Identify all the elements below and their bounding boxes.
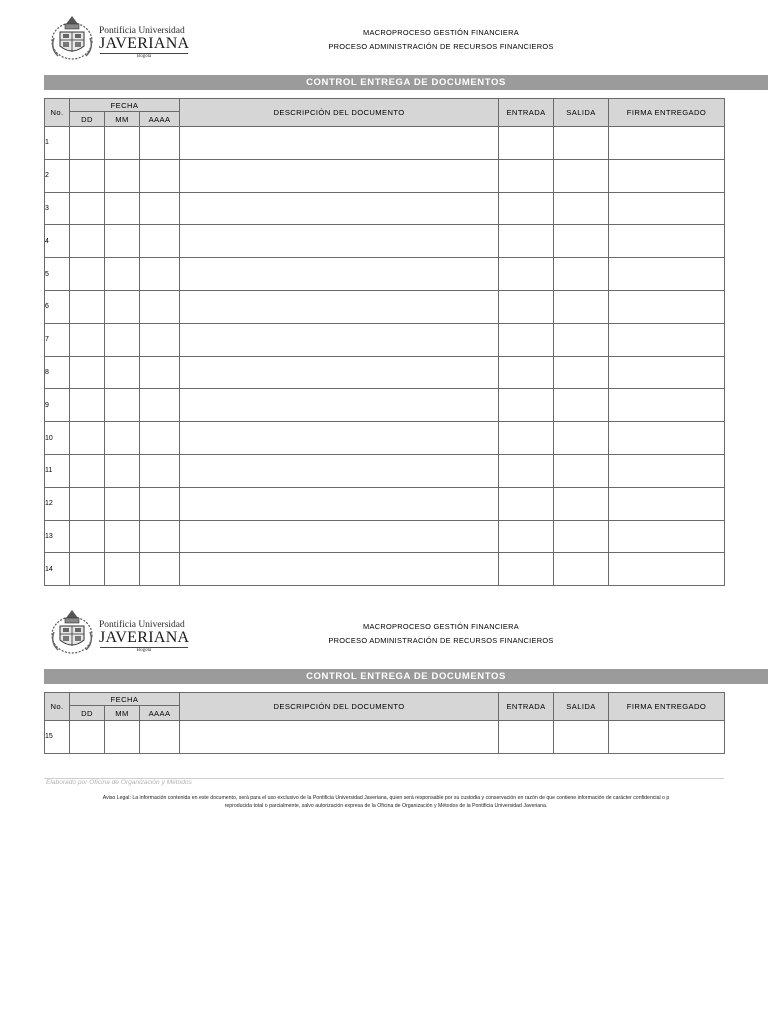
cell-firma[interactable]	[609, 258, 725, 291]
university-logo	[46, 606, 192, 658]
cell-entrada[interactable]	[499, 389, 554, 422]
cell-mm[interactable]	[105, 192, 140, 225]
cell-dd[interactable]	[70, 323, 105, 356]
cell-aaaa[interactable]	[140, 225, 180, 258]
cell-dd[interactable]	[70, 356, 105, 389]
cell-firma[interactable]	[609, 389, 725, 422]
row-number: 7	[45, 323, 70, 356]
cell-aaaa[interactable]	[140, 159, 180, 192]
cell-salida[interactable]	[554, 192, 609, 225]
table-row	[45, 454, 725, 487]
proceso-title: PROCESO ADMINISTRACIÓN DE RECURSOS FINANCIEROS	[328, 636, 554, 645]
cell-firma[interactable]	[609, 553, 725, 586]
cell-salida[interactable]	[554, 553, 609, 586]
cell-descripcion[interactable]	[180, 553, 499, 586]
cell-salida[interactable]	[554, 323, 609, 356]
table-row	[45, 290, 725, 323]
table-row	[45, 389, 725, 422]
row-number: 3	[45, 192, 70, 225]
cell-aaaa[interactable]	[140, 192, 180, 225]
cell-entrada[interactable]	[499, 454, 554, 487]
legal-notice-line-1: Aviso Legal: La información contenida en este documento, será para el uso exclusivo de la Pontificia Universidad Javeriana, quien será responsable por su custodia y conservación en razón de que contiene información de carácter confidencial o p	[102, 795, 670, 801]
table-row	[45, 520, 725, 553]
col-header-aaaa: AAAA	[140, 112, 180, 127]
cell-entrada[interactable]	[499, 159, 554, 192]
cell-salida[interactable]	[554, 487, 609, 520]
cell-entrada[interactable]	[499, 422, 554, 455]
cell-entrada[interactable]	[499, 323, 554, 356]
col-header-salida: SALIDA	[554, 693, 609, 721]
cell-dd[interactable]	[70, 290, 105, 323]
cell-aaaa[interactable]	[140, 454, 180, 487]
cell-aaaa[interactable]	[140, 520, 180, 553]
section-title: CONTROL ENTREGA DE DOCUMENTOS	[44, 669, 768, 684]
cell-salida[interactable]	[554, 225, 609, 258]
documents-table	[44, 98, 725, 586]
cell-entrada[interactable]	[499, 356, 554, 389]
documents-table	[44, 692, 725, 754]
row-number: 2	[45, 159, 70, 192]
table-body	[45, 127, 725, 586]
cell-firma[interactable]	[609, 487, 725, 520]
cell-firma[interactable]	[609, 454, 725, 487]
cell-mm[interactable]	[105, 290, 140, 323]
cell-salida[interactable]	[554, 258, 609, 291]
cell-mm[interactable]	[105, 258, 140, 291]
cell-dd[interactable]	[70, 389, 105, 422]
cell-salida[interactable]	[554, 454, 609, 487]
cell-descripcion[interactable]	[180, 356, 499, 389]
cell-salida[interactable]	[554, 290, 609, 323]
logo-line-1: Pontificia Universidad	[99, 26, 185, 36]
col-header-descripcion: DESCRIPCIÓN DEL DOCUMENTO	[180, 693, 499, 721]
cell-entrada[interactable]	[499, 290, 554, 323]
row-number: 11	[45, 454, 70, 487]
table-row	[45, 487, 725, 520]
cell-firma[interactable]	[609, 192, 725, 225]
cell-descripcion[interactable]	[180, 258, 499, 291]
table-row	[45, 356, 725, 389]
cell-firma[interactable]	[609, 356, 725, 389]
cell-entrada[interactable]	[499, 225, 554, 258]
row-number: 15	[45, 721, 70, 754]
col-header-no: No.	[45, 693, 70, 721]
row-number: 12	[45, 487, 70, 520]
legal-notice	[44, 794, 728, 810]
cell-aaaa[interactable]	[140, 422, 180, 455]
col-header-dd: DD	[70, 706, 105, 721]
table-body	[45, 721, 725, 754]
cell-dd[interactable]	[70, 127, 105, 160]
university-logo	[46, 12, 192, 64]
cell-aaaa[interactable]	[140, 290, 180, 323]
logo-line-1: Pontificia Universidad	[99, 620, 185, 630]
logo-line-3: Bogotá	[136, 54, 152, 59]
cell-dd[interactable]	[70, 422, 105, 455]
cell-firma[interactable]	[609, 323, 725, 356]
cell-salida[interactable]	[554, 721, 609, 754]
logo-line-2: JAVERIANA	[99, 35, 190, 52]
row-number: 1	[45, 127, 70, 160]
row-number: 13	[45, 520, 70, 553]
cell-dd[interactable]	[70, 520, 105, 553]
col-header-dd: DD	[70, 112, 105, 127]
cell-entrada[interactable]	[499, 520, 554, 553]
row-number: 9	[45, 389, 70, 422]
row-number: 14	[45, 553, 70, 586]
cell-dd[interactable]	[70, 258, 105, 291]
cell-firma[interactable]	[609, 127, 725, 160]
proceso-title: PROCESO ADMINISTRACIÓN DE RECURSOS FINANCIEROS	[328, 42, 554, 51]
cell-entrada[interactable]	[499, 721, 554, 754]
table-row	[45, 323, 725, 356]
cell-mm[interactable]	[105, 520, 140, 553]
cell-mm[interactable]	[105, 323, 140, 356]
macroproceso-title: MACROPROCESO GESTIÓN FINANCIERA	[363, 28, 519, 37]
col-header-firma: FIRMA ENTREGADO	[609, 99, 725, 127]
col-header-firma: FIRMA ENTREGADO	[609, 693, 725, 721]
col-header-aaaa: AAAA	[140, 706, 180, 721]
row-number: 6	[45, 290, 70, 323]
cell-mm[interactable]	[105, 454, 140, 487]
cell-descripcion[interactable]	[180, 323, 499, 356]
cell-aaaa[interactable]	[140, 487, 180, 520]
cell-descripcion[interactable]	[180, 290, 499, 323]
cell-salida[interactable]	[554, 127, 609, 160]
cell-descripcion[interactable]	[180, 389, 499, 422]
cell-salida[interactable]	[554, 356, 609, 389]
cell-entrada[interactable]	[499, 487, 554, 520]
col-header-mm: MM	[105, 112, 140, 127]
table-row	[45, 258, 725, 291]
macroproceso-title: MACROPROCESO GESTIÓN FINANCIERA	[363, 622, 519, 631]
cell-descripcion[interactable]	[180, 454, 499, 487]
col-header-fecha: FECHA	[70, 99, 180, 112]
table-row	[45, 127, 725, 160]
col-header-entrada: ENTRADA	[499, 99, 554, 127]
logo-line-3: Bogotá	[136, 648, 152, 653]
cell-mm[interactable]	[105, 422, 140, 455]
cell-descripcion[interactable]	[180, 721, 499, 754]
cell-dd[interactable]	[70, 487, 105, 520]
cell-descripcion[interactable]	[180, 127, 499, 160]
cell-entrada[interactable]	[499, 553, 554, 586]
col-header-descripcion: DESCRIPCIÓN DEL DOCUMENTO	[180, 99, 499, 127]
col-header-no: No.	[45, 99, 70, 127]
table-row	[45, 159, 725, 192]
cell-dd[interactable]	[70, 159, 105, 192]
cell-salida[interactable]	[554, 520, 609, 553]
elaborado-note: Elaborado por Oficina de Organización y Métodos	[46, 779, 192, 786]
cell-aaaa[interactable]	[140, 323, 180, 356]
cell-firma[interactable]	[609, 422, 725, 455]
cell-salida[interactable]	[554, 422, 609, 455]
table-row	[45, 225, 725, 258]
cell-mm[interactable]	[105, 159, 140, 192]
cell-descripcion[interactable]	[180, 520, 499, 553]
cell-firma[interactable]	[609, 225, 725, 258]
col-header-salida: SALIDA	[554, 99, 609, 127]
cell-dd[interactable]	[70, 454, 105, 487]
cell-descripcion[interactable]	[180, 192, 499, 225]
legal-notice-line-2: reproducida total o parcialmente, salvo autorización expresa de la Oficina de Organización y Métodos de la Pontificia Universidad Javeriana.	[224, 803, 548, 809]
cell-entrada[interactable]	[499, 258, 554, 291]
cell-aaaa[interactable]	[140, 356, 180, 389]
row-number: 5	[45, 258, 70, 291]
table-row	[45, 721, 725, 754]
cell-dd[interactable]	[70, 192, 105, 225]
row-number: 8	[45, 356, 70, 389]
cell-descripcion[interactable]	[180, 159, 499, 192]
cell-descripcion[interactable]	[180, 225, 499, 258]
col-header-entrada: ENTRADA	[499, 693, 554, 721]
col-header-mm: MM	[105, 706, 140, 721]
cell-salida[interactable]	[554, 159, 609, 192]
cell-mm[interactable]	[105, 389, 140, 422]
cell-aaaa[interactable]	[140, 258, 180, 291]
table-row	[45, 422, 725, 455]
cell-aaaa[interactable]	[140, 553, 180, 586]
cell-aaaa[interactable]	[140, 127, 180, 160]
cell-salida[interactable]	[554, 389, 609, 422]
cell-mm[interactable]	[105, 127, 140, 160]
cell-descripcion[interactable]	[180, 487, 499, 520]
cell-firma[interactable]	[609, 159, 725, 192]
row-number: 10	[45, 422, 70, 455]
row-number: 4	[45, 225, 70, 258]
cell-firma[interactable]	[609, 290, 725, 323]
col-header-fecha: FECHA	[70, 693, 180, 706]
table-row	[45, 192, 725, 225]
cell-mm[interactable]	[105, 721, 140, 754]
cell-firma[interactable]	[609, 520, 725, 553]
cell-dd[interactable]	[70, 553, 105, 586]
logo-line-2: JAVERIANA	[99, 629, 190, 646]
cell-mm[interactable]	[105, 553, 140, 586]
cell-entrada[interactable]	[499, 192, 554, 225]
cell-mm[interactable]	[105, 225, 140, 258]
cell-mm[interactable]	[105, 356, 140, 389]
cell-descripcion[interactable]	[180, 422, 499, 455]
cell-mm[interactable]	[105, 487, 140, 520]
cell-firma[interactable]	[609, 721, 725, 754]
cell-entrada[interactable]	[499, 127, 554, 160]
cell-dd[interactable]	[70, 721, 105, 754]
cell-dd[interactable]	[70, 225, 105, 258]
cell-aaaa[interactable]	[140, 721, 180, 754]
table-row	[45, 553, 725, 586]
cell-aaaa[interactable]	[140, 389, 180, 422]
section-title: CONTROL ENTREGA DE DOCUMENTOS	[44, 75, 768, 90]
